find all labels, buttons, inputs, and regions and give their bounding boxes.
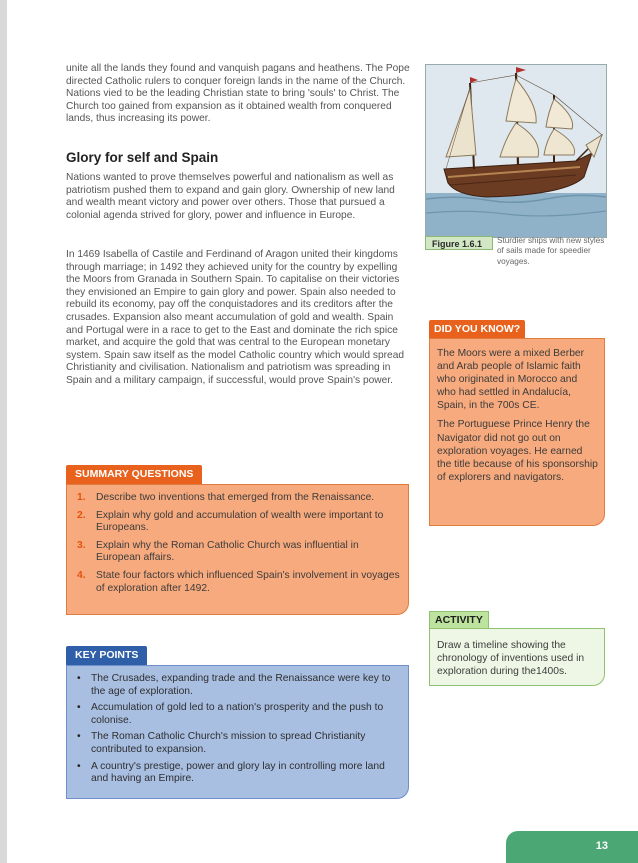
key-point-text: The Crusades, expanding trade and the Renaissance were key to the age of exploration. (91, 673, 391, 697)
body-paragraph-1: Nations wanted to prove themselves powerful and nationalism as well as patriotism pushed them to expand and gain glory. Ownership of new land and wealth meant victory and power over others. Those that pursued a colonial agenda strived for glory, power and influence in Europe. (66, 172, 395, 221)
key-point-item (77, 702, 400, 727)
question-text: State four factors which influenced Spain's involvement in voyages of exploration after 1492. (96, 569, 400, 594)
question-item (77, 570, 400, 595)
summary-questions-title: SUMMARY QUESTIONS (66, 465, 202, 484)
bullet-icon: • (77, 760, 81, 772)
key-point-item (77, 761, 400, 786)
bullet-icon: • (77, 731, 81, 743)
body-paragraph-2: In 1469 Isabella of Castile and Ferdinand of Aragon united their kingdoms through marriage; in 1492 they achieved unity for the country by expelling the Moors from Granada in Southern Spain. To capitalise on their victories they envisioned an Empire to gain glory and power. Spain also needed to rebuild its economy, pay off the conquistadores and its creditors after the crusades. Expansion also meant accumulation of gold and wealth. Spain and Portugal were in a race to get to the East and dominate the rich spice market, and acquire the gold that was central to the European monetary system. Spain saw itself as the model Catholic country which would spread Christianity and civilisation. Nationalism and patriotism was spreading in Spain and a military campaign, if successful, would prove Spain's power. (66, 249, 405, 386)
page-edge (0, 0, 7, 863)
question-number: 3. (77, 539, 86, 551)
key-point-text: A country's prestige, power and glory lay in controlling more land and having an Empire. (91, 760, 385, 785)
question-number: 4. (77, 569, 86, 581)
did-you-know-box (429, 338, 605, 526)
ship-illustration (425, 64, 607, 238)
key-point-item (77, 673, 400, 698)
ship-drawing (426, 65, 606, 237)
question-number: 2. (77, 509, 86, 521)
page-number: 13 (595, 840, 608, 852)
bullet-icon: • (77, 702, 81, 714)
activity-box (429, 628, 605, 686)
page-number-tab (506, 831, 638, 863)
key-points-box (66, 665, 409, 799)
key-point-text: The Roman Catholic Church's mission to spread Christianity contributed to expansion. (91, 731, 366, 755)
figure-caption: Sturdier ships with new styles of sails made for speedier voyages. (497, 236, 605, 266)
figure-label: Figure 1.6.1 (425, 236, 493, 250)
question-text: Describe two inventions that emerged from the Renaissance. (96, 492, 375, 503)
question-text: Explain why gold and accumulation of wealth were important to Europeans. (96, 509, 384, 534)
intro-paragraph: unite all the lands they found and vanquish pagans and heathens. The Pope directed Catholic rulers to conquer foreign lands in the name of the Church. Nations vied to be the leading Christian state to bring 'souls' to Christ. The Church too gained from expansion as it obtained wealth from conquered lands, thus increasing its power. (66, 63, 410, 125)
key-point-item (77, 731, 400, 756)
question-item (77, 492, 400, 505)
summary-questions-box (66, 484, 409, 615)
question-item (77, 510, 400, 535)
activity-text: Draw a timeline showing the chronology of inventions used in exploration during the1400s. (437, 640, 585, 677)
did-you-know-title: DID YOU KNOW? (429, 320, 525, 338)
question-text: Explain why the Roman Catholic Church was influential in European affairs. (96, 539, 359, 564)
bullet-icon: • (77, 673, 81, 684)
question-number: 1. (77, 492, 86, 503)
section-heading: Glory for self and Spain (66, 150, 219, 165)
key-point-text: Accumulation of gold led to a nation's prosperity and the push to colonise. (91, 702, 384, 726)
did-you-know-paragraph: The Portuguese Prince Henry the Navigator did not go out on exploration voyages. He earned the title because of his sponsorship of explorers and navigators. (437, 419, 598, 483)
key-points-title: KEY POINTS (66, 646, 147, 665)
did-you-know-paragraph: The Moors were a mixed Berber and Arab people of Islamic faith who originated in Morocco and who had settled in Andalucía, Spain, in the 700s CE. (437, 348, 585, 412)
activity-title: ACTIVITY (429, 611, 489, 628)
question-item (77, 540, 400, 565)
